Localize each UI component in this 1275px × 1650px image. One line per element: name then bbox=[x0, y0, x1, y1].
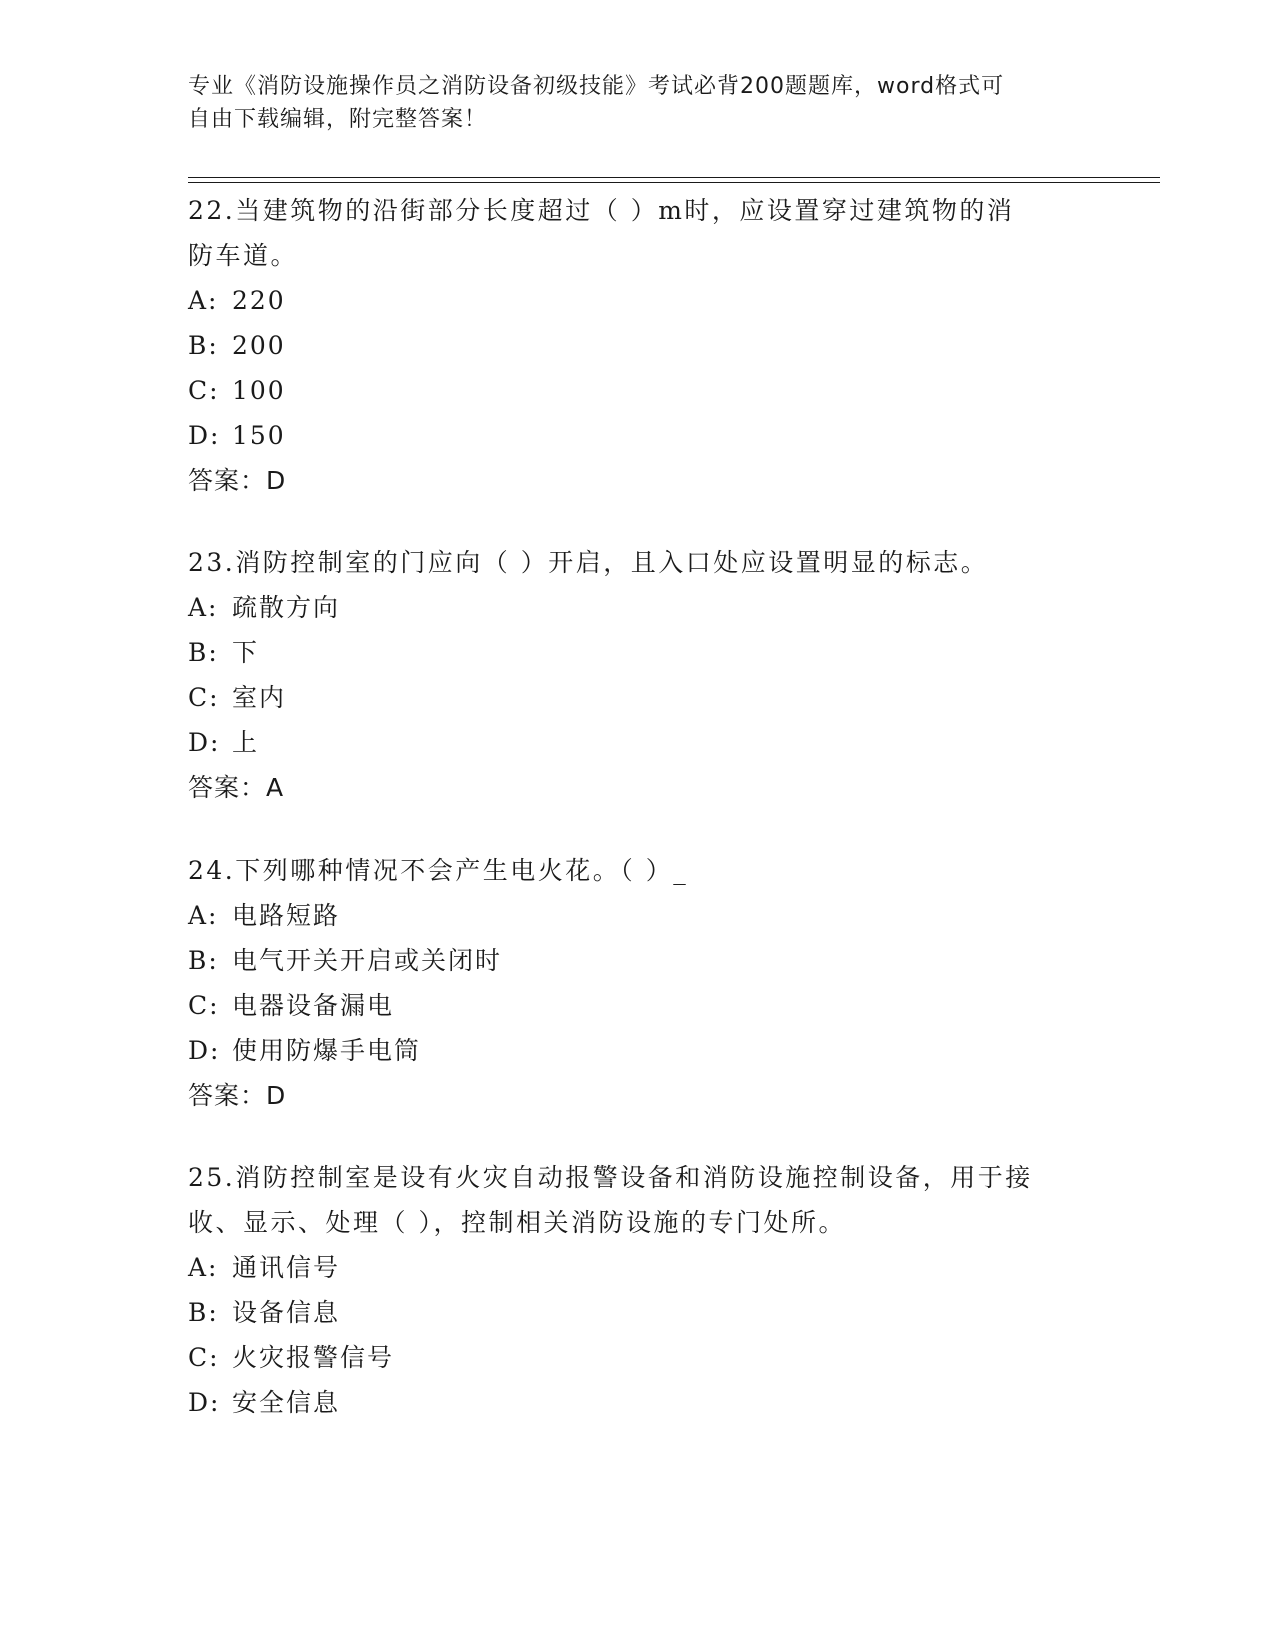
option-letter: B: bbox=[188, 331, 219, 360]
option-letter: A: bbox=[188, 593, 219, 622]
question-text bbox=[188, 848, 1088, 893]
option-text: 火灾报警信号 bbox=[232, 1343, 395, 1372]
option-c bbox=[188, 983, 1088, 1028]
option-letter: D: bbox=[188, 421, 221, 450]
option-a bbox=[188, 893, 1088, 938]
option-a bbox=[188, 1245, 1088, 1290]
question-line: 24.下列哪种情况不会产生电火花。（ ）_ bbox=[188, 856, 689, 885]
option-letter: B: bbox=[188, 638, 219, 667]
option-text: 100 bbox=[232, 376, 286, 405]
option-a bbox=[188, 278, 1088, 323]
answer-line: 答案：D bbox=[188, 466, 287, 495]
option-letter: A: bbox=[188, 1253, 219, 1282]
question-text bbox=[188, 540, 1088, 585]
option-d bbox=[188, 720, 1088, 765]
header-line-2: 自由下载编辑，附完整答案！ bbox=[188, 107, 488, 132]
option-c bbox=[188, 675, 1088, 720]
option-d bbox=[188, 1028, 1088, 1073]
header-divider-bottom bbox=[188, 182, 1160, 183]
option-text: 220 bbox=[232, 286, 286, 315]
option-letter: C: bbox=[188, 683, 220, 712]
option-d bbox=[188, 413, 1088, 458]
header-divider-top bbox=[188, 177, 1160, 178]
option-d bbox=[188, 1380, 1088, 1425]
answer-line: 答案：D bbox=[188, 1081, 287, 1110]
question-line: 防车道。 bbox=[188, 241, 299, 270]
answer-line: 答案：A bbox=[188, 773, 285, 802]
option-letter: D: bbox=[188, 728, 221, 757]
option-letter: D: bbox=[188, 1388, 221, 1417]
option-letter: C: bbox=[188, 1343, 220, 1372]
option-text: 安全信息 bbox=[232, 1388, 341, 1417]
option-b bbox=[188, 630, 1088, 675]
option-text: 疏散方向 bbox=[232, 593, 341, 622]
question-25 bbox=[188, 1155, 1088, 1425]
option-letter: A: bbox=[188, 901, 219, 930]
option-c bbox=[188, 1335, 1088, 1380]
option-letter: B: bbox=[188, 1298, 219, 1327]
option-a bbox=[188, 585, 1088, 630]
question-text bbox=[188, 1155, 1088, 1245]
option-letter: A: bbox=[188, 286, 219, 315]
option-text: 使用防爆手电筒 bbox=[232, 1036, 422, 1065]
option-letter: C: bbox=[188, 376, 220, 405]
question-24 bbox=[188, 848, 1088, 1118]
option-text: 电路短路 bbox=[232, 901, 341, 930]
option-letter: D: bbox=[188, 1036, 221, 1065]
question-23 bbox=[188, 540, 1088, 810]
option-text: 通讯信号 bbox=[232, 1253, 341, 1282]
option-letter: B: bbox=[188, 946, 219, 975]
option-text: 设备信息 bbox=[232, 1298, 341, 1327]
question-line: 25.消防控制室是设有火灾自动报警设备和消防设施控制设备，用于接 bbox=[188, 1163, 1033, 1192]
question-line: 收、显示、处理（ ），控制相关消防设施的专门处所。 bbox=[188, 1208, 846, 1237]
question-line: 23.消防控制室的门应向（ ）开启，且入口处应设置明显的标志。 bbox=[188, 548, 989, 577]
question-text bbox=[188, 188, 1088, 278]
option-c bbox=[188, 368, 1088, 413]
option-text: 200 bbox=[232, 331, 286, 360]
option-text: 上 bbox=[232, 728, 260, 757]
option-text: 室内 bbox=[232, 683, 287, 712]
option-b bbox=[188, 323, 1088, 368]
question-22 bbox=[188, 188, 1088, 503]
option-text: 下 bbox=[232, 638, 260, 667]
header-line-1: 专业《消防设施操作员之消防设备初级技能》考试必背200题题库，word格式可 bbox=[188, 74, 1005, 99]
option-text: 150 bbox=[232, 421, 286, 450]
document-header bbox=[188, 70, 1088, 136]
question-line: 22.当建筑物的沿街部分长度超过（ ）m时，应设置穿过建筑物的消 bbox=[188, 196, 1015, 225]
option-b bbox=[188, 938, 1088, 983]
option-b bbox=[188, 1290, 1088, 1335]
option-text: 电气开关开启或关闭时 bbox=[232, 946, 503, 975]
option-letter: C: bbox=[188, 991, 220, 1020]
option-text: 电器设备漏电 bbox=[232, 991, 395, 1020]
